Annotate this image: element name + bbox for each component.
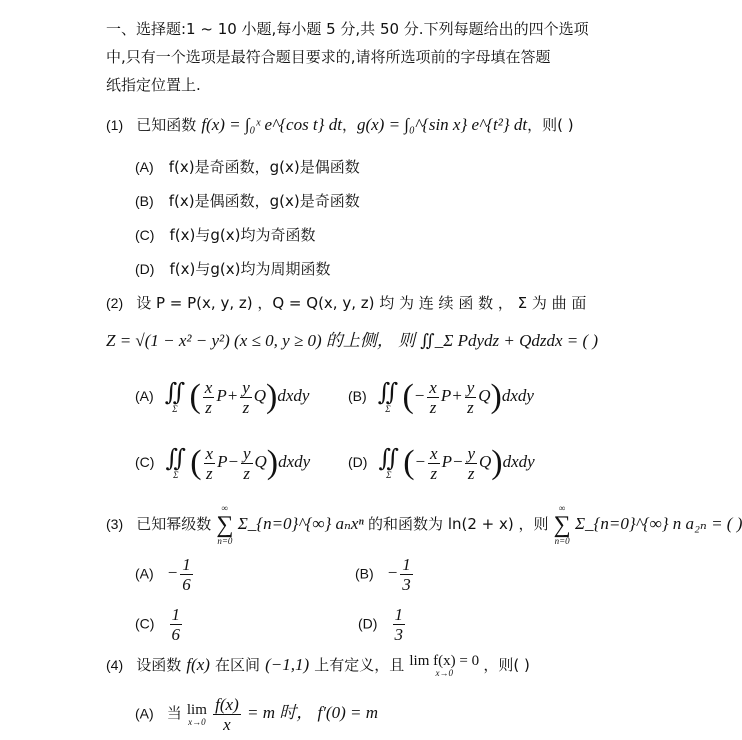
option-label: (B) <box>355 565 374 582</box>
option-label: (A) <box>135 387 154 404</box>
q2-option-b: (B) ∬ Σ (− $\frac{x}{z}$ P+ $\frac{y}{z}$ Q)dxdy <box>348 377 534 417</box>
question-3 <box>106 504 742 546</box>
question-stem-mid2: 上有定义，且 <box>314 656 405 674</box>
double-integral-sign: ∬ Σ <box>164 379 186 414</box>
q1-option-b <box>135 190 360 211</box>
option-label: (A) <box>135 159 154 175</box>
option-label: (D) <box>135 261 155 277</box>
question-stem-prefix: 已知函数 <box>136 116 197 134</box>
question-stem-prefix: 设函数 <box>136 656 182 674</box>
g-definition: g(x) = ∫₀^{sin x} e^{t²} dt <box>356 115 528 134</box>
question-4 <box>106 654 530 678</box>
question-stem-line1: 设 P = P(x, y, z) ，Q = Q(x, y, z) 均 为 连 续 函 数 ， Σ 为 曲 面 <box>136 294 587 312</box>
option-label: (A) <box>135 705 154 722</box>
question-2-line2 <box>106 326 598 351</box>
limit-expression: lim f(x) = 0 x→0 <box>409 653 480 679</box>
f-definition: f(x) = ∫₀ˣ e^{cos t} dt <box>201 115 342 134</box>
question-2-line1 <box>106 292 586 313</box>
question-number: (3) <box>106 515 124 532</box>
q4-option-a: (A) 当 lim x→0 $\frac{f(x)}{x}$ = m 时， f′(0) = m <box>135 695 378 734</box>
option-label: (D) <box>358 615 378 632</box>
question-stem-suffix: = ( ) <box>711 513 742 533</box>
function-fx: f(x) <box>186 655 210 674</box>
option-label: (C) <box>135 453 155 470</box>
option-text: f(x)是奇函数，g(x)是偶函数 <box>168 158 360 176</box>
separator: ， <box>341 116 357 134</box>
question-number: (2) <box>106 295 124 311</box>
question-stem-prefix: 已知幂级数 <box>136 514 212 533</box>
q2-option-a: (A) ∬ Σ ( $\frac{x}{z}$ P+ $\frac{y}{z}$ Q)dxdy <box>135 377 310 417</box>
q3-option-b: (B) − $\frac{1}{3}$ <box>355 555 411 594</box>
power-series: ∞ ∑ n=0 Σ_{n=0}^{∞} aₙxⁿ <box>216 503 364 546</box>
q1-option-a <box>135 156 360 177</box>
question-number: (4) <box>106 657 124 673</box>
double-integral-sign: ∬ Σ <box>378 445 399 480</box>
q3-option-c: (C) $\frac{1}{6}$ <box>135 605 181 644</box>
interval: (−1,1) <box>265 655 310 674</box>
double-integral-sign: ∬ Σ <box>377 379 399 414</box>
surface-definition: Z = √(1 − x² − y²) (x ≤ 0, y ≥ 0) 的上侧， 则 <box>106 331 416 350</box>
q3-option-d: (D) $\frac{1}{3}$ <box>358 605 404 644</box>
option-label: (C) <box>135 615 155 632</box>
question-1 <box>106 114 574 135</box>
double-integral-sign: ∬ Σ <box>165 445 186 480</box>
option-text: f(x)是偶函数，g(x)是奇函数 <box>168 192 360 210</box>
q1-option-d <box>135 258 331 279</box>
q2-option-c: (C) ∬ Σ ( $\frac{x}{z}$ P− $\frac{y}{z}$ Q)dxdy <box>135 443 311 483</box>
question-stem-suffix: ，则( ) <box>527 116 574 134</box>
section-header-line3: 纸指定位置上. <box>106 76 201 94</box>
q3-option-a: (A) − $\frac{1}{6}$ <box>135 555 191 594</box>
option-label: (C) <box>135 227 155 243</box>
q1-option-c <box>135 224 316 245</box>
option-label: (B) <box>348 387 367 404</box>
question-stem-mid: 在区间 <box>215 656 261 674</box>
question-stem-mid: 的和函数为 ln(2 + x) ，则 <box>368 514 549 533</box>
section-header-line2: 中,只有一个选项是最符合题目要求的,请将所选项前的字母填在答题 <box>106 48 551 66</box>
option-text: f(x)与g(x)均为周期函数 <box>169 260 331 278</box>
section-header-line1: 一、选择题:1 ~ 10 小题,每小题 5 分,共 50 分.下列每题给出的四个选项 <box>106 20 589 38</box>
q2-option-d: (D) ∬ Σ (− $\frac{x}{z}$ P− $\frac{y}{z}$ Q)dxdy <box>348 443 535 483</box>
question-number: (1) <box>106 117 124 133</box>
option-prefix: 当 <box>166 704 182 723</box>
option-label: (A) <box>135 565 154 582</box>
surface-integral: ∬_Σ Pdydz + Qdzdx = ( ) <box>420 331 599 350</box>
question-stem-suffix: ，则( ) <box>483 656 530 674</box>
target-series: ∞ ∑ n=0 Σ_{n=0}^{∞} n a₂ₙ <box>553 503 707 546</box>
option-label: (D) <box>348 453 368 470</box>
option-text: f(x)与g(x)均为奇函数 <box>169 226 316 244</box>
option-label: (B) <box>135 193 154 209</box>
